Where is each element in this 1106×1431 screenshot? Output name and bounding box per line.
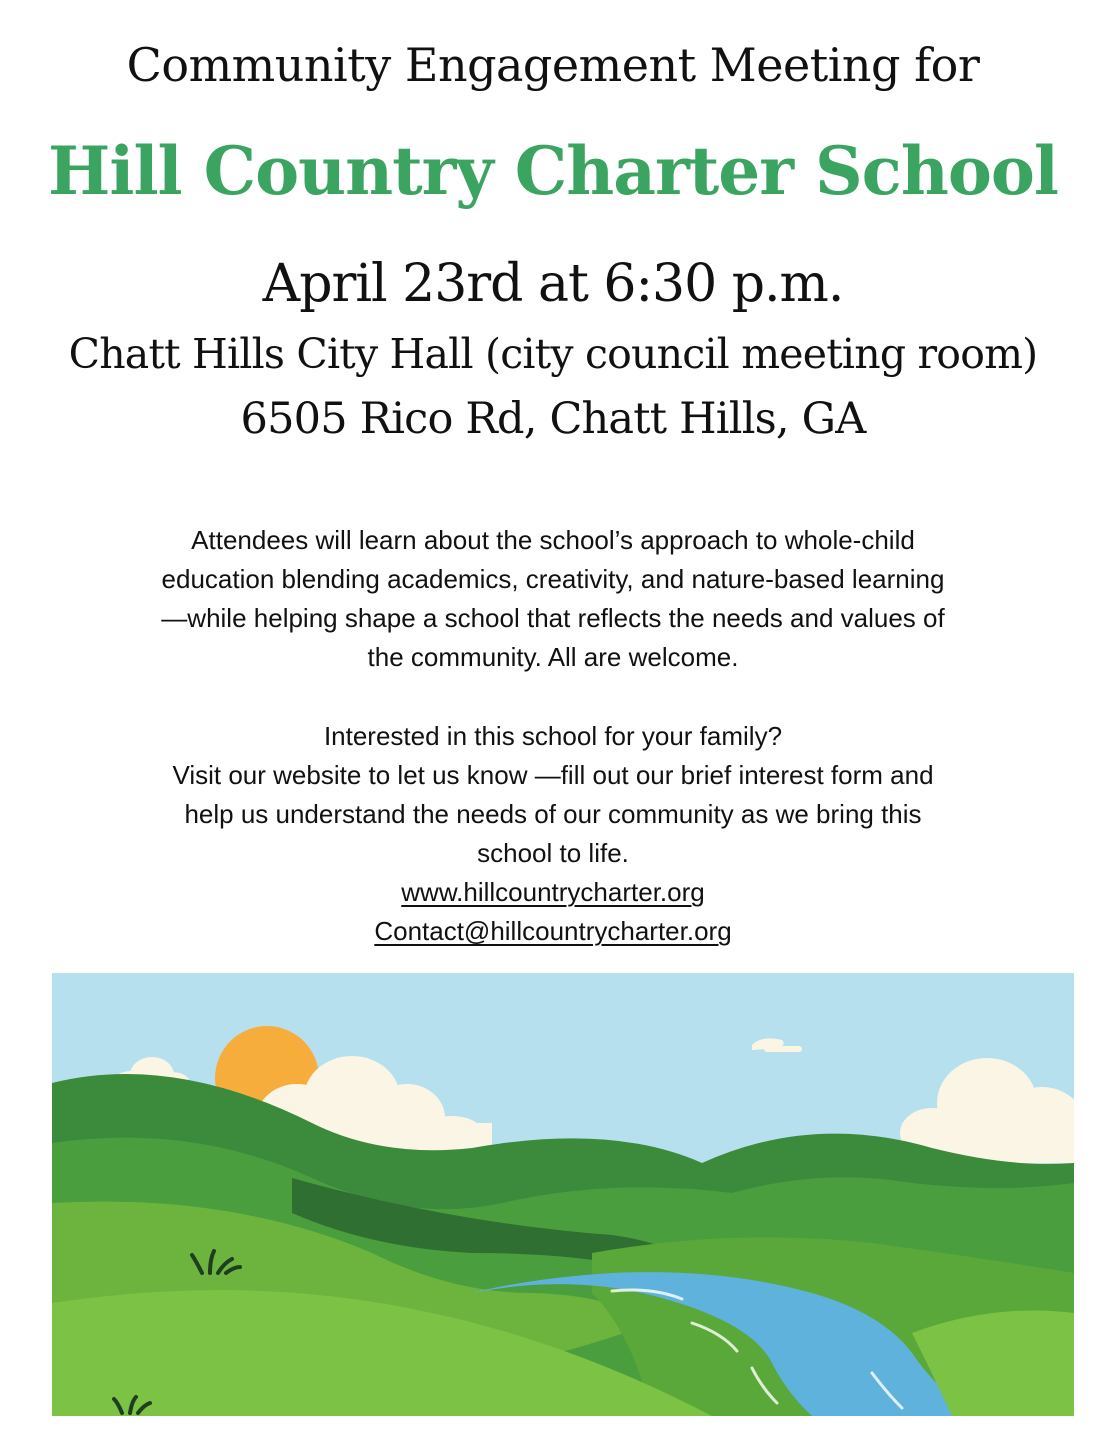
interest-line: help us understand the needs of our community as we bring this — [184, 799, 922, 829]
school-name-heading: Hill Country Charter School — [48, 132, 1058, 210]
pre-title: Community Engagement Meeting for — [126, 38, 980, 92]
landscape-illustration — [52, 973, 1074, 1416]
event-date-time: April 23rd at 6:30 p.m. — [262, 254, 844, 314]
description-line: education blending academics, creativity, and nature-based learning — [161, 564, 945, 594]
interest-line: school to life. — [477, 838, 629, 868]
interest-line: Visit our website to let us know —fill out our brief interest form and — [172, 760, 934, 790]
description-paragraph — [0, 521, 1106, 677]
email-link[interactable]: Contact@hillcountrycharter.org — [374, 916, 732, 946]
description-line: —while helping shape a school that reflects the needs and values of — [161, 603, 945, 633]
interest-section — [0, 717, 1106, 951]
event-venue: Chatt Hills City Hall (city council meeting room) — [68, 330, 1038, 378]
description-line: Attendees will learn about the school’s approach to whole-child — [191, 525, 915, 555]
website-link[interactable]: www.hillcountrycharter.org — [401, 877, 705, 907]
description-line: the community. All are welcome. — [367, 642, 739, 672]
interest-question: Interested in this school for your family? — [323, 721, 783, 751]
event-address: 6505 Rico Rd, Chatt Hills, GA — [240, 394, 866, 444]
